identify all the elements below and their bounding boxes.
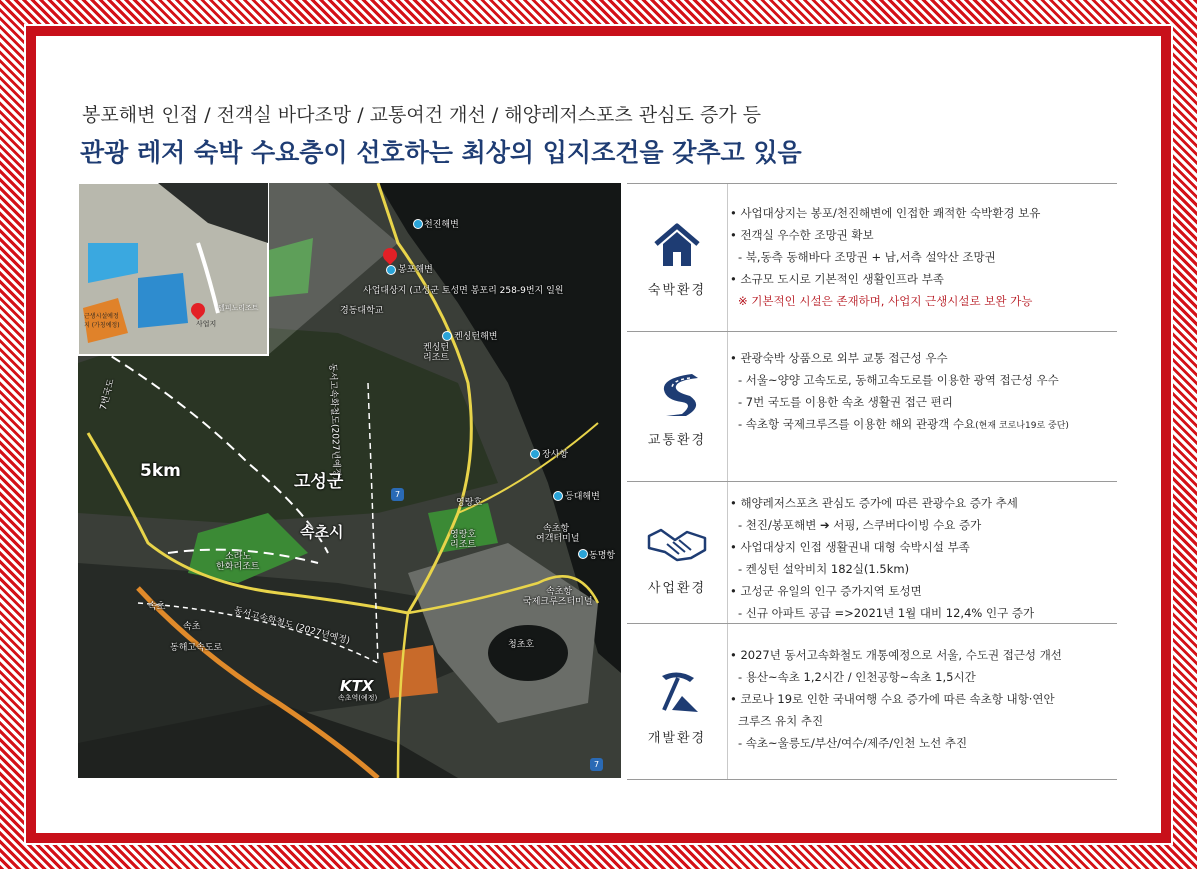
label-cruise-1: 속초항 xyxy=(546,587,573,597)
section-traffic xyxy=(627,331,1117,482)
label-kensington-beach: 켄싱턴해변 xyxy=(454,332,498,342)
road-icon xyxy=(652,370,702,420)
label-jangsa: 장사항 xyxy=(542,450,569,460)
label-cruise-2: 국제크루즈터미널 xyxy=(523,597,593,607)
label-inset-site: 사업지 xyxy=(196,320,217,328)
label-sokcho-ic: 속초 xyxy=(148,602,166,612)
list-item: • 관광숙박 상품으로 외부 교통 접근성 우수 xyxy=(730,351,948,365)
list-item: • 고성군 유일의 인구 증가지역 토성면 xyxy=(730,584,922,598)
route7-shield-bottom-icon: 7 xyxy=(590,758,603,771)
label-cheongcho: 청초호 xyxy=(508,640,535,650)
cheonjin-marker-icon xyxy=(413,219,423,229)
dongmyeong-marker-icon xyxy=(578,549,588,559)
list-item-text: - 속초항 국제크루즈를 이용한 해외 관광객 수요 xyxy=(738,417,976,431)
label-sokcho-2: 속초 xyxy=(183,622,201,632)
deungdae-marker-icon xyxy=(553,491,563,501)
label-sokcho-city: 속초시 xyxy=(300,523,344,541)
label-bongpo: 봉포해변 xyxy=(398,265,433,275)
label-sorano-2: 한화리조트 xyxy=(216,562,260,572)
list-item: • 소규모 도시로 기본적인 생활인프라 부족 xyxy=(730,272,944,286)
label-route7: 7번국도 xyxy=(98,378,117,412)
list-item: - 켄싱턴 설악비치 182실(1.5km) xyxy=(738,562,910,576)
label-donghae-hwy: 동해고속도로 xyxy=(170,643,223,653)
section-lodging xyxy=(627,183,1117,332)
section-development xyxy=(627,623,1117,780)
handshake-icon xyxy=(647,518,707,568)
list-item: • 전객실 우수한 조망권 확보 xyxy=(730,228,874,242)
section-development-items xyxy=(730,644,1062,754)
list-item: • 해양레저스포츠 관심도 증가에 따른 관광수요 증가 추세 xyxy=(730,496,1018,510)
label-kensington-resort-2: 리조트 xyxy=(423,353,450,363)
list-item: • 사업대상지 인접 생활권내 대형 숙박시설 부족 xyxy=(730,540,970,554)
list-item: - 신규 아파트 공급 =>2021년 1월 대비 12,4% 인구 증가 xyxy=(738,606,1035,620)
list-item: - 서울~양양 고속도로, 동해고속도로를 이용한 광역 접근성 우수 xyxy=(738,373,1059,387)
label-yeongnang-resort-2: 리조트 xyxy=(450,540,477,550)
headline-summary: 봉포해변 인접 / 전객실 바다조망 / 교통여건 개선 / 해양레저스포츠 관심도 증가 등 xyxy=(82,104,762,126)
location-map xyxy=(78,183,621,778)
label-cheonjin: 천진해변 xyxy=(424,220,459,230)
section-traffic-iconbox xyxy=(627,332,728,482)
label-goseong: 고성군 xyxy=(294,472,344,492)
section-business xyxy=(627,481,1117,624)
list-item xyxy=(730,413,1069,435)
section-lodging-iconbox xyxy=(627,184,728,332)
section-development-iconbox xyxy=(627,624,728,780)
label-kensington-resort-1: 켄싱턴 xyxy=(423,343,450,353)
label-inset-resort: 델피노리조트 xyxy=(218,304,259,312)
list-item-footnote: (현재 코로나19로 중단) xyxy=(975,421,1069,431)
label-kyungdong: 경동대학교 xyxy=(340,306,384,316)
section-lodging-title: 숙박환경 xyxy=(647,283,707,298)
label-ktx-sub: 속초역(예정) xyxy=(338,694,378,702)
list-item: - 용산~속초 1,2시간 / 인천공항~속초 1,5시간 xyxy=(738,670,976,684)
section-lodging-items xyxy=(730,202,1040,312)
label-site: 사업대상지 (고성군 토성면 봉포리 258-9번지 일원 xyxy=(363,286,564,296)
label-5km: 5km xyxy=(140,461,181,481)
list-item: • 사업대상지는 봉포/천진해변에 인접한 쾌적한 숙박환경 보유 xyxy=(730,206,1041,220)
label-rail: 동서고속화철도 (2027년예정) xyxy=(232,605,351,647)
route7-shield-icon: 7 xyxy=(391,488,404,501)
list-item: 크루즈 유치 추진 xyxy=(738,714,824,728)
label-ktx: KTX xyxy=(340,677,374,695)
list-item: - 속초~울릉도/부산/여수/제주/인천 노선 추진 xyxy=(738,736,968,750)
list-item: - 천진/봉포해변 ➔ 서핑, 스쿠버다이빙 수요 증가 xyxy=(738,518,982,532)
label-dongmyeong: 동명항 xyxy=(589,551,616,561)
label-rail-vertical: 동서고속화철도(2027년예정) xyxy=(327,363,342,481)
jangsa-marker-icon xyxy=(530,449,540,459)
label-yeongnang-resort-1: 영랑호 xyxy=(450,530,477,540)
label-sokcho-port-2: 여객터미널 xyxy=(536,534,580,544)
label-sorano-1: 소라노 xyxy=(225,552,252,562)
bongpo-marker-icon xyxy=(386,265,396,275)
label-yeongnang: 영랑호 xyxy=(456,498,483,508)
section-development-title: 개발환경 xyxy=(647,731,707,746)
list-item: • 2027년 동서고속화철도 개통예정으로 서울, 수도권 접근성 개선 xyxy=(730,648,1062,662)
label-deungdae: 등대해변 xyxy=(565,492,600,502)
headline-main: 관광 레저 숙박 수요층이 선호하는 최상의 입지조건을 갖추고 있음 xyxy=(80,138,802,167)
section-business-items xyxy=(730,492,1034,624)
list-item: - 7번 국도를 이용한 속초 생활권 접근 편리 xyxy=(738,395,953,409)
list-item: - 북,동측 동해바다 조망권 + 남,서측 설악산 조망권 xyxy=(738,250,996,264)
section-business-title: 사업환경 xyxy=(647,581,707,596)
list-item: • 코로나 19로 인한 국내여행 수요 증가에 따른 속초항 내항·연안 xyxy=(730,692,1055,706)
pickaxe-icon xyxy=(652,666,702,716)
list-item-note: ※ 기본적인 시설은 존재하며, 사업지 근생시설로 보완 가능 xyxy=(738,294,1033,308)
section-business-iconbox xyxy=(627,482,728,624)
panel-bottom-divider xyxy=(627,779,1117,780)
section-traffic-items xyxy=(730,347,1069,435)
house-icon xyxy=(652,220,702,270)
section-traffic-title: 교통환경 xyxy=(647,433,707,448)
label-inset-orange: 근생시설예정지 (가칭예정) xyxy=(84,313,120,329)
label-sokcho-port-1: 속초항 xyxy=(543,524,570,534)
